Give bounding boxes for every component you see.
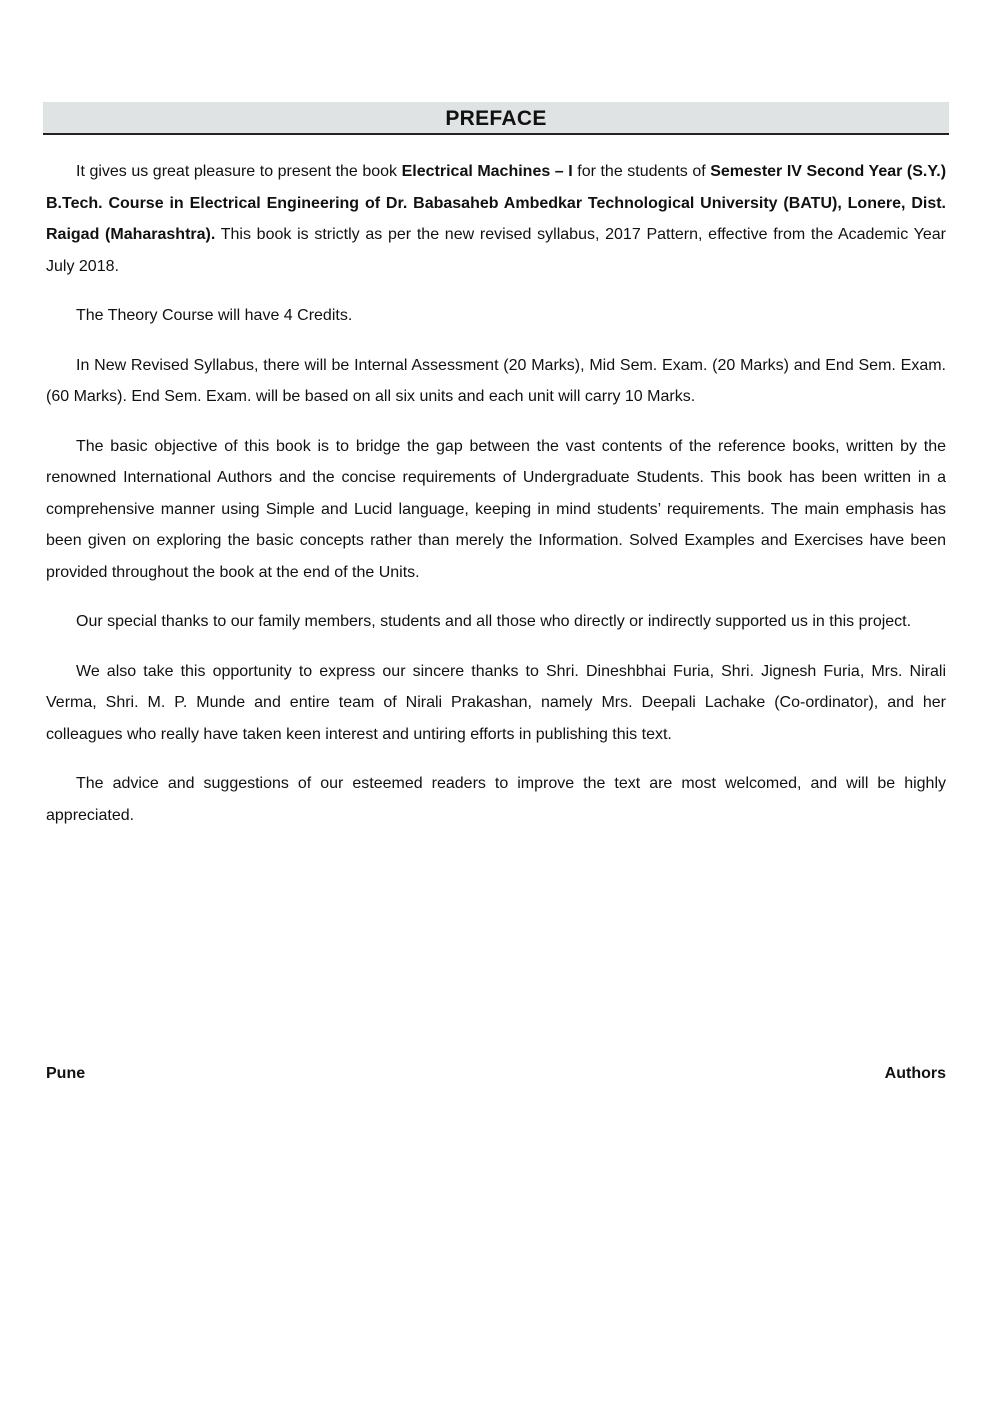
paragraph: Our special thanks to our family members, students and all those who directly or indirectly supported us in this project. <box>76 613 912 630</box>
place: Pune <box>46 1065 86 1082</box>
page-title: PREFACE <box>445 107 547 130</box>
book-title: Electrical Machines – I <box>401 163 573 180</box>
text: This book is strictly as per the new revised syllabus, 2017 Pattern, effective from the Academic Year July 2018. <box>46 226 946 275</box>
text: It gives us great pleasure to present the book <box>76 163 402 180</box>
text: for the students of <box>572 163 711 180</box>
signature: Authors <box>884 1065 946 1082</box>
paragraph: We also take this opportunity to express our sincere thanks to Shri. Dineshbhai Furia, Shri. Jignesh Furia, Mrs. Nirali Verma, Shri. M. P. Munde and entire team of Nirali Prakashan, namely Mrs. Deepali Lachake (Co-ordinator), and her colleagues who really have taken keen interest and untiring efforts in publishing this text. <box>46 662 946 743</box>
paragraph: The basic objective of this book is to bridge the gap between the vast contents of the reference books, written by the renowned International Authors and the concise requirements of Undergraduate Students. This book has been written in a comprehensive manner using Simple and Lucid language, keeping in mind students’ requirements. The main emphasis has been given on exploring the basic concepts rather than merely the Information. Solved Examples and Exercises have been provided throughout the book at the end of the Units. <box>46 437 946 581</box>
preface-body <box>46 156 946 849</box>
paragraph: The Theory Course will have 4 Credits. <box>76 307 353 324</box>
paragraph: In New Revised Syllabus, there will be Internal Assessment (20 Marks), Mid Sem. Exam. (20 Marks) and End Sem. Exam. (60 Marks). End Sem. Exam. will be based on all six units and each unit will carry 10 Marks. <box>46 356 946 405</box>
paragraph: The advice and suggestions of our esteemed readers to improve the text are most welcomed, and will be highly appreciated. <box>46 775 946 824</box>
paragraph-intro <box>46 156 946 282</box>
course-details: Semester IV Second Year (S.Y.) B.Tech. Course in Electrical Engineering of Dr. Babasaheb Ambedkar Technological University (BATU), Lonere, Dist. Raigad (Maharashtra). <box>46 163 947 243</box>
preface-heading-band <box>43 102 949 135</box>
